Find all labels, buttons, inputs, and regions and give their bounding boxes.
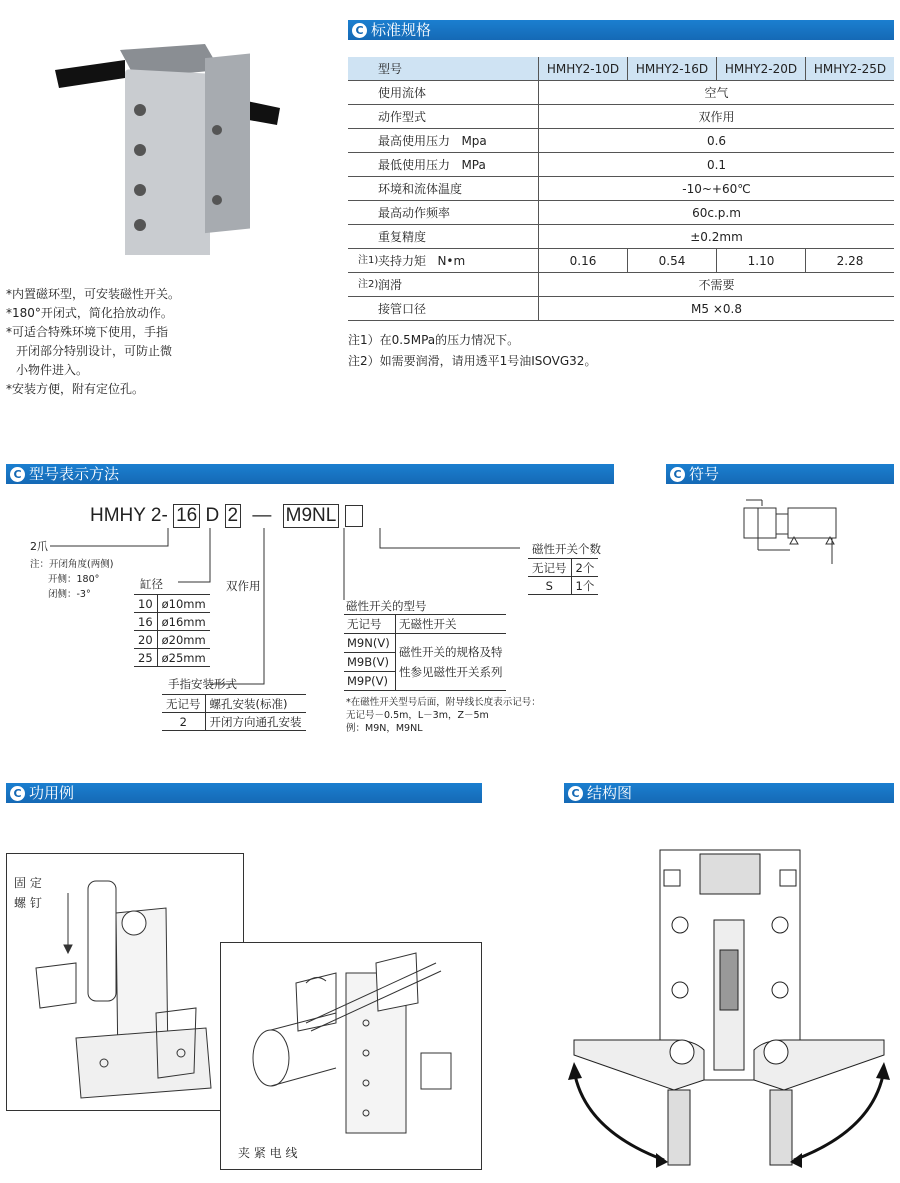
spec-value: ±0.2mm (539, 225, 895, 249)
feature-item: *安装方便，附有定位孔。 (6, 382, 145, 396)
section-header-spec (348, 20, 894, 40)
brand-logo-icon: C (568, 786, 583, 801)
usage-label: 固 定 (14, 876, 42, 890)
bore-size: ø25mm (157, 649, 210, 667)
code-action: D (205, 505, 220, 526)
section-header-symbol (666, 464, 894, 484)
switch-code: M9P(V) (347, 674, 389, 688)
count-title: 磁性开关个数 (532, 542, 601, 556)
code-mount: 2 (225, 504, 242, 528)
switch-title: 磁性开关的型号 (346, 599, 427, 613)
bore-code: 20 (134, 631, 157, 649)
code-dash: - (161, 505, 168, 526)
feature-item: *180°开闭式，简化拾放动作。 (6, 306, 173, 320)
section-header-model-code (6, 464, 614, 484)
spec-model: HMHY2-25D (806, 57, 895, 81)
section-header-structure (564, 783, 894, 803)
bore-code: 25 (134, 649, 157, 667)
section-title: 型号表示方法 (29, 465, 120, 483)
feature-item: 小物件进入。 (16, 363, 89, 377)
note-marker: 注2) (358, 279, 379, 290)
usage-label: 螺 钉 (14, 896, 42, 910)
code-prefix: HMHY (90, 505, 146, 526)
switch-code: M9B(V) (344, 653, 395, 672)
spec-value: -10~+60℃ (539, 177, 895, 201)
code-count-box (345, 505, 363, 527)
brand-logo-icon: C (670, 467, 685, 482)
section-title: 标准规格 (371, 21, 432, 39)
switch-note: *在磁性开关型号后面，附导线长度表示记号： (346, 697, 541, 708)
jaws-note: 注：开闭角度(两侧) (30, 559, 114, 570)
feature-item: *可适合特殊环境下使用，手指 (6, 325, 169, 339)
bore-title: 缸径 (140, 577, 163, 591)
code-bore: 16 (173, 504, 200, 528)
brand-logo-icon: C (10, 786, 25, 801)
spec-model: HMHY2-16D (628, 57, 717, 81)
mount-title: 手指安装形式 (168, 677, 237, 691)
section-title: 结构图 (587, 784, 633, 802)
count-table (528, 558, 598, 595)
note-marker: 注1) (358, 255, 379, 266)
spec-label (348, 249, 539, 273)
spec-label (348, 273, 539, 297)
bore-code: 16 (134, 613, 157, 631)
switch-code: 无记号 (344, 615, 396, 633)
grip-label: 夹持力矩 N•m (378, 254, 466, 268)
spec-table (348, 57, 894, 321)
mount-desc: 开闭方向通孔安装 (205, 713, 306, 731)
usage-label: 夹 紧 电 线 (238, 1146, 298, 1160)
jaws-note: 闭侧：-3° (48, 589, 91, 600)
count-value: 1个 (571, 577, 598, 595)
switch-desc: 磁性开关的规格及特 (399, 645, 503, 659)
pneumatic-symbol (740, 492, 840, 572)
spec-value: 0.6 (539, 129, 895, 153)
spec-model: HMHY2-20D (717, 57, 806, 81)
count-code: S (528, 577, 571, 595)
code-jaws: 2 (150, 505, 162, 526)
spec-value: 2.28 (806, 249, 895, 273)
spec-label: 最高使用压力 Mpa (348, 129, 539, 153)
spec-value: 60c.p.m (539, 201, 895, 225)
spec-label: 接管口径 (348, 297, 539, 321)
section-title: 符号 (689, 465, 720, 483)
spec-label: 重复精度 (348, 225, 539, 249)
bore-size: ø20mm (157, 631, 210, 649)
spec-note: 注1）在0.5MPa的压力情况下。 (348, 333, 520, 347)
bore-size: ø10mm (157, 595, 210, 613)
spec-label: 环境和流体温度 (348, 177, 539, 201)
brand-logo-icon: C (352, 23, 367, 38)
switch-desc: 无磁性开关 (399, 617, 457, 631)
switch-code: M9N(V) (344, 634, 395, 653)
spec-header-label: 型号 (348, 57, 539, 81)
jaws-note: 开侧：180° (48, 574, 100, 585)
jaws-label: 2爪 (30, 540, 48, 553)
switch-note: 无记号－0.5m，L－3m，Z－5m (346, 710, 489, 721)
spec-label: 动作型式 (348, 105, 539, 129)
spec-model: HMHY2-10D (539, 57, 628, 81)
spec-value: 0.1 (539, 153, 895, 177)
switch-note: 例：M9N，M9NL (346, 723, 423, 734)
spec-note: 注2）如需要润滑，请用透平1号油ISOVG32。 (348, 354, 597, 368)
spec-label: 使用流体 (348, 81, 539, 105)
switch-desc: 性参见磁性开关系列 (399, 665, 503, 679)
bore-size: ø16mm (157, 613, 210, 631)
spec-value: 空气 (539, 81, 895, 105)
feature-item: 开闭部分特别设计，可防止微 (16, 344, 173, 358)
product-photo (45, 30, 295, 255)
spec-value: 0.16 (539, 249, 628, 273)
switch-table (344, 614, 506, 691)
mount-code: 无记号 (162, 695, 205, 713)
model-code-string (90, 504, 363, 528)
section-header-usage (6, 783, 482, 803)
lube-label: 润滑 (378, 278, 403, 292)
code-dash: — (252, 505, 272, 526)
bore-table (134, 594, 210, 667)
spec-label: 最低使用压力 MPa (348, 153, 539, 177)
spec-value: 1.10 (717, 249, 806, 273)
mount-code: 2 (162, 713, 205, 731)
mount-desc: 螺孔安装(标准) (205, 695, 306, 713)
brand-logo-icon: C (10, 467, 25, 482)
structure-drawing (564, 840, 894, 1170)
mount-table (162, 694, 306, 731)
spec-label: 最高动作频率 (348, 201, 539, 225)
section-title: 功用例 (29, 784, 75, 802)
bore-code: 10 (134, 595, 157, 613)
usage-drawings (6, 853, 482, 1169)
spec-value: M5 ×0.8 (539, 297, 895, 321)
code-switch: M9NL (283, 504, 340, 528)
feature-item: *内置磁环型，可安装磁性开关。 (6, 287, 181, 301)
count-code: 无记号 (528, 559, 571, 577)
action-label: 双作用 (226, 579, 261, 593)
spec-value: 双作用 (539, 105, 895, 129)
spec-value: 0.54 (628, 249, 717, 273)
spec-value: 不需要 (539, 273, 895, 297)
count-value: 2个 (571, 559, 598, 577)
